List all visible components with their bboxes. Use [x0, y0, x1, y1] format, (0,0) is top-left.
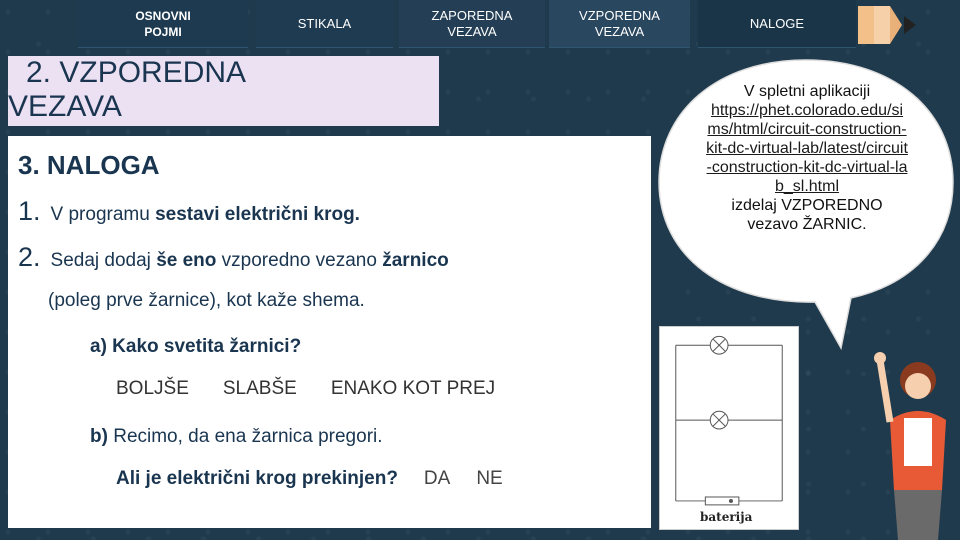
step-text: Sedaj dodaj — [50, 250, 157, 271]
bubble-text — [706, 82, 908, 234]
option-da[interactable]: DA — [423, 468, 451, 489]
question-b-sub-text: Ali je električni krog prekinjen? — [116, 468, 398, 489]
answer-options-a — [116, 378, 495, 400]
tab-label: VZPOREDNA — [579, 7, 660, 23]
option-boljse[interactable]: BOLJŠE — [116, 378, 189, 399]
question-b-sub — [116, 468, 503, 490]
bulb-icon — [710, 336, 728, 354]
pencil-arrow-icon[interactable] — [858, 4, 918, 46]
circuit-schema — [659, 326, 799, 530]
tab-label: POJMI — [144, 24, 182, 39]
tab-label: NALOGE — [749, 15, 805, 31]
step-1 — [18, 196, 360, 227]
tab-label: VEZAVA — [447, 23, 497, 39]
step-number: 1. — [18, 196, 41, 226]
option-ne[interactable]: NE — [476, 468, 503, 489]
tab-osnovni-pojmi[interactable] — [78, 0, 248, 48]
bubble-outro: izdelaj VZPOREDNO vezavo ŽARNIC. — [731, 197, 883, 233]
title-line: 2. VZPOREDNA — [26, 56, 247, 89]
step-2-continuation: (poleg prve žarnice), kot kaže shema. — [48, 290, 365, 311]
phet-link[interactable]: https://phet.colorado.edu/sims/html/circuit-construction-kit-dc-virtual-lab/latest/circuit-construction-kit-dc-virtual-lab_sl.html — [706, 102, 908, 195]
tab-label: VEZAVA — [594, 23, 645, 39]
step-text: V programu — [50, 204, 156, 225]
tab-naloge[interactable] — [698, 0, 856, 48]
option-enako-kot-prej[interactable]: ENAKO KOT PREJ — [330, 378, 496, 399]
step-text-bold: sestavi električni krog. — [155, 204, 360, 225]
battery-icon — [705, 497, 739, 505]
title-line: VEZAVA — [8, 90, 122, 123]
bubble-intro: V spletni aplikaciji — [743, 83, 871, 100]
question-b-text: Recimo, da ena žarnica pregori. — [107, 426, 383, 447]
battery-label: baterija — [700, 510, 753, 524]
tab-label: OSNOVNI — [135, 8, 191, 23]
tab-vzporedna-vezava[interactable] — [549, 0, 690, 48]
step-2 — [18, 242, 449, 273]
tab-zaporedna-vezava[interactable] — [399, 0, 545, 48]
option-slabse[interactable]: SLABŠE — [222, 378, 297, 399]
tab-stikala[interactable] — [256, 0, 393, 48]
step-text-bold: še eno — [156, 250, 217, 271]
task-card — [8, 136, 651, 528]
bulb-icon — [710, 411, 728, 429]
tab-label: STIKALA — [297, 15, 352, 31]
step-number: 2. — [18, 242, 41, 272]
tab-label: ZAPOREDNA — [431, 7, 513, 23]
step-text: vzporedno vezano — [216, 250, 383, 271]
question-a: a) Kako svetita žarnici? — [90, 336, 302, 357]
page-title — [8, 56, 439, 126]
question-b — [90, 426, 383, 448]
question-b-prefix: b) — [90, 426, 108, 447]
teacher-illustration — [860, 340, 960, 540]
task-heading: 3. NALOGA — [18, 150, 160, 180]
step-text-bold: žarnico — [382, 250, 449, 271]
